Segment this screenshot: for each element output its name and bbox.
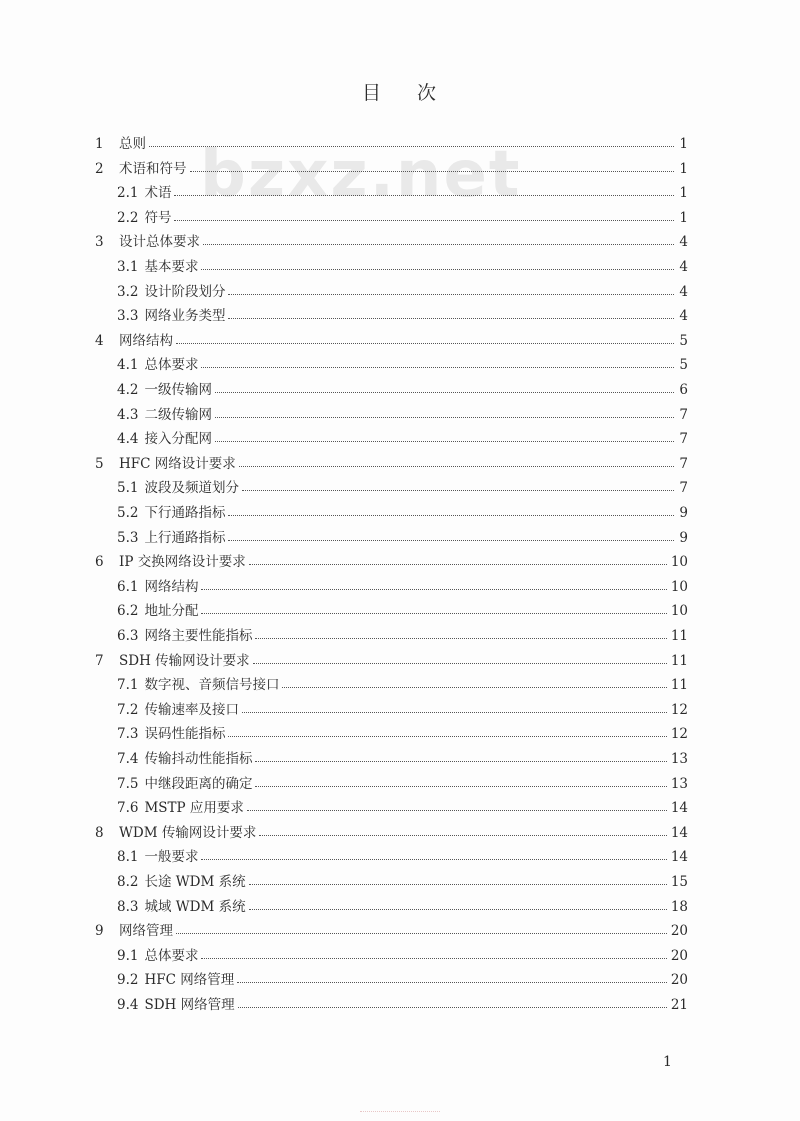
toc-entry-page: 12 xyxy=(670,701,688,718)
toc-entry-page: 7 xyxy=(679,431,688,448)
toc-entry-page: 11 xyxy=(670,652,688,669)
toc-entry-label: 传输抖动性能指标 xyxy=(144,751,253,767)
toc-entry-number: 5.2 xyxy=(117,505,139,521)
dot-leader xyxy=(201,859,666,860)
toc-entry-number: 4.2 xyxy=(117,382,139,398)
toc-entry-label: 术语 xyxy=(144,185,172,202)
toc-entry-page: 10 xyxy=(670,603,688,620)
toc-entry-number: 8.2 xyxy=(117,874,139,890)
toc-entry-number: 4.4 xyxy=(117,431,139,448)
dot-leader xyxy=(176,343,674,344)
toc-entry-label: 上行通路指标 xyxy=(144,529,226,546)
toc-entry-page: 4 xyxy=(679,283,688,300)
toc-section-entry[interactable] xyxy=(117,768,688,792)
toc-entry-page: 4 xyxy=(679,308,688,325)
toc-entry-page: 11 xyxy=(670,677,688,694)
toc-section-entry[interactable] xyxy=(117,472,688,496)
toc-entry-label: 网络主要性能指标 xyxy=(144,628,253,644)
toc-entry-page: 5 xyxy=(679,332,688,349)
toc-entry-number: 9.1 xyxy=(117,947,139,964)
toc-entry-page: 11 xyxy=(670,628,688,644)
toc-entry-number: 6.1 xyxy=(117,578,139,595)
toc-entry-number: 8.1 xyxy=(117,849,139,866)
toc-section-entry[interactable] xyxy=(117,669,688,693)
toc-section-entry[interactable] xyxy=(117,276,688,300)
dot-leader xyxy=(176,933,667,934)
toc-entry-label: 网络结构 xyxy=(119,332,173,349)
watermark: bzxz.net xyxy=(200,138,522,212)
toc-entry-label: 二级传输网 xyxy=(144,406,212,423)
toc-entry-number: 9.4 xyxy=(117,997,139,1013)
toc-entry-number: 9.2 xyxy=(117,972,139,989)
toc-chapter-entry[interactable] xyxy=(95,817,688,841)
toc-chapter-entry[interactable] xyxy=(95,448,688,472)
dot-leader xyxy=(215,417,674,418)
dot-leader xyxy=(174,220,674,221)
toc-entry-label: SDH 网络管理 xyxy=(144,997,235,1013)
toc-entry-page: 10 xyxy=(670,578,688,595)
toc-entry-page: 4 xyxy=(679,259,688,275)
toc-section-entry[interactable] xyxy=(117,841,688,865)
toc-entry-label: HFC 网络管理 xyxy=(144,972,235,989)
toc-entry-label: 设计阶段划分 xyxy=(144,283,226,300)
toc-entry-label: IP 交换网络设计要求 xyxy=(119,554,246,571)
dot-leader xyxy=(282,687,666,688)
toc-entry-number: 2 xyxy=(95,160,104,177)
toc-entry-label: 符号 xyxy=(144,209,172,226)
toc-entry-page: 18 xyxy=(670,898,688,915)
toc-entry-label: 城域 WDM 系统 xyxy=(144,898,246,915)
dot-leader xyxy=(201,589,666,590)
toc-entry-page: 14 xyxy=(670,824,688,841)
dot-leader xyxy=(249,564,667,565)
toc-entry-page: 10 xyxy=(670,554,688,571)
toc-entry-page: 9 xyxy=(679,505,688,521)
dot-leader xyxy=(237,982,667,983)
dot-leader xyxy=(228,294,674,295)
toc-section-entry[interactable] xyxy=(117,964,688,988)
dot-leader xyxy=(201,269,674,270)
toc-entry-number: 7.1 xyxy=(117,677,139,694)
toc-entry-number: 5.3 xyxy=(117,529,139,546)
toc-section-entry[interactable] xyxy=(117,694,688,718)
dot-leader xyxy=(255,638,666,639)
dot-leader xyxy=(247,810,667,811)
toc-entry-label: 设计总体要求 xyxy=(119,234,200,251)
toc-section-entry[interactable] xyxy=(117,866,688,890)
toc-entry-number: 8.3 xyxy=(117,898,139,915)
toc-entry-label: 地址分配 xyxy=(144,603,199,620)
toc-entry-label: 一般要求 xyxy=(144,849,199,866)
dot-leader xyxy=(203,244,674,245)
dot-leader xyxy=(242,712,667,713)
toc-entry-number: 7.2 xyxy=(117,701,139,718)
toc-entry-page: 4 xyxy=(679,234,688,251)
toc-entry-label: 长途 WDM 系统 xyxy=(144,874,246,890)
dot-leader xyxy=(255,761,666,762)
dot-leader xyxy=(228,515,674,516)
page-title xyxy=(0,78,800,105)
toc-entry-number: 1 xyxy=(95,136,104,152)
toc-chapter-entry[interactable] xyxy=(95,226,688,250)
title-char-1: 目 xyxy=(361,82,383,104)
toc-entry-label: 数字视、音频信号接口 xyxy=(144,677,280,694)
dot-leader xyxy=(259,835,666,836)
dot-leader xyxy=(228,736,666,737)
toc-entry-page: 13 xyxy=(670,751,688,767)
toc-entry-label: 下行通路指标 xyxy=(144,505,226,521)
toc-entry-label: 基本要求 xyxy=(144,259,199,275)
toc-entry-number: 5 xyxy=(95,455,104,472)
toc-section-entry[interactable] xyxy=(117,423,688,447)
toc-entry-label: 接入分配网 xyxy=(144,431,212,448)
toc-entry-number: 3.2 xyxy=(117,283,139,300)
toc-entry-page: 20 xyxy=(670,923,688,940)
dot-leader xyxy=(201,613,666,614)
toc-entry-number: 7.6 xyxy=(117,800,139,817)
toc-entry-number: 6 xyxy=(95,554,104,571)
toc-section-entry[interactable] xyxy=(117,374,688,398)
dot-leader xyxy=(215,392,674,393)
dot-leader xyxy=(249,884,667,885)
toc-entry-label: 中继段距离的确定 xyxy=(144,775,253,792)
toc-section-entry[interactable] xyxy=(117,940,688,964)
toc-entry-page: 21 xyxy=(670,997,688,1013)
toc-entry-number: 7.3 xyxy=(117,726,139,743)
toc-chapter-entry[interactable] xyxy=(95,546,688,570)
toc-section-entry[interactable] xyxy=(117,989,688,1013)
toc-entry-page: 12 xyxy=(670,726,688,743)
toc-section-entry[interactable] xyxy=(117,743,688,767)
toc-section-entry[interactable] xyxy=(117,571,688,595)
toc-section-entry[interactable] xyxy=(117,251,688,275)
toc-entry-page: 14 xyxy=(670,849,688,866)
toc-entry-label: 总则 xyxy=(119,136,146,152)
toc-entry-number: 2.2 xyxy=(117,209,139,226)
dot-leader xyxy=(253,663,667,664)
toc-entry-number: 6.2 xyxy=(117,603,139,620)
toc-entry-page: 15 xyxy=(670,874,688,890)
toc-chapter-entry[interactable] xyxy=(95,128,688,152)
toc-section-entry[interactable] xyxy=(117,399,688,423)
toc-entry-page: 1 xyxy=(679,185,688,202)
toc-entry-label: SDH 传输网设计要求 xyxy=(119,652,250,669)
toc-entry-page: 7 xyxy=(679,455,688,472)
dot-leader xyxy=(215,441,674,442)
dot-leader xyxy=(238,1007,667,1008)
toc-entry-page: 1 xyxy=(679,136,688,152)
toc-section-entry[interactable] xyxy=(117,177,688,201)
toc-chapter-entry[interactable] xyxy=(95,325,688,349)
toc-section-entry[interactable] xyxy=(117,620,688,644)
toc-entry-number: 2.1 xyxy=(117,185,139,202)
toc-entry-label: 术语和符号 xyxy=(119,160,187,177)
toc-entry-page: 7 xyxy=(679,406,688,423)
toc-entry-label: 一级传输网 xyxy=(144,382,212,398)
toc-section-entry[interactable] xyxy=(117,300,688,324)
title-char-2: 次 xyxy=(417,82,439,104)
toc-section-entry[interactable] xyxy=(117,522,688,546)
dot-leader xyxy=(242,490,674,491)
toc-entry-number: 3.3 xyxy=(117,308,139,325)
toc-entry-page: 6 xyxy=(679,382,688,398)
toc-chapter-entry[interactable] xyxy=(95,915,688,939)
toc-entry-page: 1 xyxy=(679,160,688,177)
dot-leader xyxy=(149,146,674,147)
toc-entry-number: 4.1 xyxy=(117,357,139,374)
toc-chapter-entry[interactable] xyxy=(95,153,688,177)
toc-entry-page: 20 xyxy=(670,947,688,964)
toc-entry-number: 6.3 xyxy=(117,628,139,644)
toc-entry-label: WDM 传输网设计要求 xyxy=(119,824,257,841)
toc-section-entry[interactable] xyxy=(117,202,688,226)
toc-entry-number: 3 xyxy=(95,234,104,251)
toc-entry-page: 5 xyxy=(679,357,688,374)
toc-entry-label: MSTP 应用要求 xyxy=(144,800,244,817)
toc-entry-label: 总体要求 xyxy=(144,357,199,374)
footer-mark xyxy=(360,1108,440,1112)
toc-entry-page: 20 xyxy=(670,972,688,989)
toc-entry-number: 7.4 xyxy=(117,751,139,767)
toc-entry-label: 网络业务类型 xyxy=(144,308,226,325)
dot-leader xyxy=(249,909,667,910)
toc-entry-number: 5.1 xyxy=(117,480,139,497)
toc-entry-label: 波段及频道划分 xyxy=(144,480,239,497)
toc-entry-number: 7 xyxy=(95,652,104,669)
dot-leader xyxy=(201,958,666,959)
toc-entry-page: 9 xyxy=(679,529,688,546)
toc-entry-page: 13 xyxy=(670,775,688,792)
toc-section-entry[interactable] xyxy=(117,891,688,915)
toc-entry-number: 3.1 xyxy=(117,259,139,275)
toc-entry-label: 误码性能指标 xyxy=(144,726,226,743)
toc-chapter-entry[interactable] xyxy=(95,645,688,669)
toc-section-entry[interactable] xyxy=(117,792,688,816)
toc-entry-label: 网络管理 xyxy=(119,923,173,940)
toc-entry-number: 9 xyxy=(95,923,104,940)
dot-leader xyxy=(228,540,674,541)
dot-leader xyxy=(201,367,674,368)
toc-section-entry[interactable] xyxy=(117,497,688,521)
toc-entry-page: 14 xyxy=(670,800,688,817)
dot-leader xyxy=(255,786,666,787)
toc-section-entry[interactable] xyxy=(117,718,688,742)
toc-entry-label: 总体要求 xyxy=(144,947,199,964)
dot-leader xyxy=(174,195,674,196)
toc-entry-number: 7.5 xyxy=(117,775,139,792)
toc-entry-label: HFC 网络设计要求 xyxy=(119,455,236,472)
dot-leader xyxy=(228,318,674,319)
dot-leader xyxy=(190,171,675,172)
toc-entry-label: 传输速率及接口 xyxy=(144,701,239,718)
toc-entry-number: 8 xyxy=(95,824,104,841)
toc-entry-number: 4 xyxy=(95,332,104,349)
toc-entry-number: 4.3 xyxy=(117,406,139,423)
dot-leader xyxy=(239,466,674,467)
page-number: 1 xyxy=(663,1054,672,1070)
toc-section-entry[interactable] xyxy=(117,349,688,373)
toc-entry-page: 7 xyxy=(679,480,688,497)
toc-section-entry[interactable] xyxy=(117,595,688,619)
toc-entry-page: 1 xyxy=(679,209,688,226)
toc-entry-label: 网络结构 xyxy=(144,578,199,595)
